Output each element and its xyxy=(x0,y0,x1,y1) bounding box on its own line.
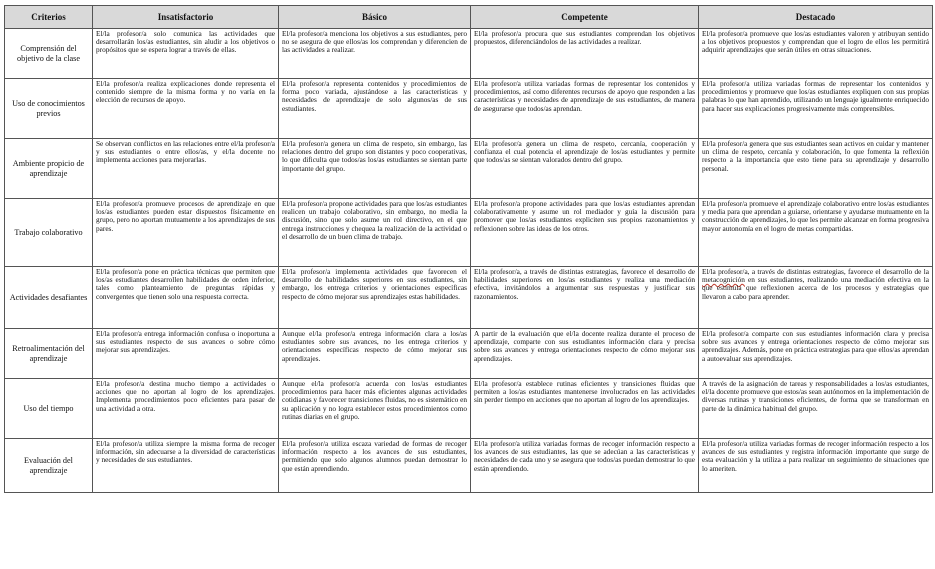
competente-cell: El/la profesor/a utiliza variadas formas de recoger información respecto a los avances de sus estudiantes, las que se adecúan a las características y necesidades de cada uno y se asegura que todos/as puedan demostrar lo que están aprendiendo. xyxy=(471,439,699,493)
basico-cell: El/la profesor/a utiliza escaza variedad de formas de recoger información respecto a los avances de sus estudiantes, permitiendo que solo algunos alumnos puedan demostrar lo que están aprendiendo. xyxy=(279,439,471,493)
table-row xyxy=(5,379,933,439)
destacado-cell: El/la profesor/a promueve que los/as estudiantes valoren y atribuyan sentido a los objetivos propuestos y comprendan que el logro de ellos les permitirá adquirir aprendizajes que serán útiles en otras situaciones. xyxy=(699,29,933,79)
basico-cell: El/la profesor/a representa contenidos y procedimientos de forma poco variada, ajustándose a las características y necesidades de aprendizaje de solo algunos/as de sus estudiantes. xyxy=(279,79,471,139)
basico-cell: El/la profesor/a propone actividades para que los/as estudiantes realicen un trabajo colaborativo, sin embargo, no media la discusión, sino que solo asume un rol directivo, en el que entrega instrucciones y chequea la realización de la actividad o el desarrollo de un buen clima de trabajo. xyxy=(279,199,471,267)
basico-cell: Aunque el/la profesor/a acuerda con los/as estudiantes procedimientos para hacer más eficientes algunas actividades cotidianas y favorecer transiciones fluidas, no es sistemático en su aplicación y no logra establecer estos procedimientos como rutinas diarias en el grupo. xyxy=(279,379,471,439)
insatisfactorio-cell: El/la profesor/a promueve procesos de aprendizaje en que los/as estudiantes pueden estar dispuestos físicamente en grupo, pero no aportan mutuamente a los aprendizajes de sus pares. xyxy=(93,199,279,267)
header-criterios: Criterios xyxy=(5,6,93,29)
header-destacado: Destacado xyxy=(699,6,933,29)
table-row xyxy=(5,439,933,493)
basico-cell: Aunque el/la profesor/a entrega información clara a los/as estudiantes sobre sus avances, no les entrega criterios y orientaciones específicas respecto de cómo mejorar sus aprendizajes. xyxy=(279,329,471,379)
table-row xyxy=(5,329,933,379)
criterion-cell: Retroalimentación del aprendizaje xyxy=(5,329,93,379)
competente-cell: El/la profesor/a establece rutinas eficientes y transiciones fluidas que permiten a los/as estudiantes mantenerse involucrados en las actividades sin perder tiempo en acciones que no aportan al logro de los aprendizajes. xyxy=(471,379,699,439)
criterion-cell: Trabajo colaborativo xyxy=(5,199,93,267)
destacado-cell: El/la profesor/a utiliza variadas formas de recoger información respecto a los avances de sus estudiantes y registra información importante que surge de esta evaluación y la utiliza a para realizar un seguimiento de situaciones que lo ameriten. xyxy=(699,439,933,493)
competente-cell: A partir de la evaluación que el/la docente realiza durante el proceso de aprendizaje, comparte con sus estudiantes información clara y precisa sobre sus avances y entrega orientaciones respecto de cómo mejorar sus aprendizajes. xyxy=(471,329,699,379)
header-insatisfactorio: Insatisfactorio xyxy=(93,6,279,29)
table-row xyxy=(5,79,933,139)
table-row xyxy=(5,29,933,79)
table-row xyxy=(5,139,933,199)
criterion-cell: Comprensión del objetivo de la clase xyxy=(5,29,93,79)
header-competente: Competente xyxy=(471,6,699,29)
destacado-text-start: El/la profesor/a, a través de distintas estrategias, favorece el desarrollo de la xyxy=(702,267,929,276)
destacado-cell: El/la profesor/a utiliza variadas formas de representar los contenidos y procedimientos y promueve que los/as estudiantes expliquen con sus propias palabras lo que han aprendido, utilizando un lenguaje igualmente enriquecido para hacer sus explicaciones progresivamente más comprensibles. xyxy=(699,79,933,139)
insatisfactorio-cell: Se observan conflictos en las relaciones entre el/la profesor/a y sus estudiantes o entre ellos/as, y el/la docente no implementa acciones para mejorarlas. xyxy=(93,139,279,199)
insatisfactorio-cell: El/la profesor/a entrega información confusa o inoportuna a sus estudiantes respecto de sus avances o sobre cómo mejorar sus aprendizajes. xyxy=(93,329,279,379)
spellcheck-word: metacognición xyxy=(702,275,745,285)
competente-cell: El/la profesor/a, a través de distintas estrategias, favorece el desarrollo de habilidades superiores en los/as estudiantes y realiza una mediación efectiva, invitándolos a argumentar sus respuestas y justificar sus razonamientos. xyxy=(471,267,699,329)
table-row xyxy=(5,267,933,329)
criterion-cell: Uso de conocimientos previos xyxy=(5,79,93,139)
insatisfactorio-cell: El/la profesor/a utiliza siempre la misma forma de recoger información, sin adecuarse a la diversidad de características y necesidades de sus estudiantes. xyxy=(93,439,279,493)
insatisfactorio-cell: El/la profesor/a solo comunica las actividades que desarrollarán los/as estudiantes, sin aludir a los objetivos o propósitos que se espera lograr a través de ellas. xyxy=(93,29,279,79)
basico-cell: El/la profesor/a implementa actividades que favorecen el desarrollo de habilidades superiores en sus estudiantes, sin embargo, los entrega criterios y orientaciones específicas respecto de cómo mejorar sus aprendizajes estas habilidades. xyxy=(279,267,471,329)
basico-cell: El/la profesor/a menciona los objetivos a sus estudiantes, pero no se asegura de que ellos/as los comprendan y diferencien de las actividades a realizar. xyxy=(279,29,471,79)
criterion-cell: Evaluación del aprendizaje xyxy=(5,439,93,493)
destacado-cell: A través de la asignación de tareas y responsabilidades a los/as estudiantes, el/la docente promueve que estos/as sean autónomos en la implementación de diversas rutinas y transiciones eficientes, de forma que se transforman en parte de la dinámica habitual del grupo. xyxy=(699,379,933,439)
basico-cell: El/la profesor/a genera un clima de respeto, sin embargo, las relaciones dentro del grupo son distantes y poco cooperativas, lo que dificulta que todos/as los/as estudiantes se sientan parte importante del grupo. xyxy=(279,139,471,199)
header-row xyxy=(5,6,933,29)
insatisfactorio-cell: El/la profesor/a destina mucho tiempo a actividades o acciones que no aportan al logro de los aprendizajes. Implementa procedimientos poco eficientes para pasar de una actividad a otra. xyxy=(93,379,279,439)
rubric-table xyxy=(4,5,933,493)
destacado-cell: El/la profesor/a promueve el aprendizaje colaborativo entre los/as estudiantes y media para que aprendan a guiarse, orientarse y ayudarse mutuamente en la construcción de aprendizajes, lo que les permite alcanzar en forma progresiva mayor autonomía en el logro de metas compartidas. xyxy=(699,199,933,267)
destacado-cell xyxy=(699,267,933,329)
competente-cell: El/la profesor/a procura que sus estudiantes comprendan los objetivos propuestos, diferenciándolos de las actividades a realizar. xyxy=(471,29,699,79)
insatisfactorio-cell: El/la profesor/a pone en práctica técnicas que permiten que los/as estudiantes desarrollen habilidades de orden inferior, tales como planteamiento de preguntas rápidas y convergentes que tienen solo una respuesta correcta. xyxy=(93,267,279,329)
criterion-cell: Ambiente propicio de aprendizaje xyxy=(5,139,93,199)
table-row xyxy=(5,199,933,267)
header-basico: Básico xyxy=(279,6,471,29)
destacado-text-end: en sus estudiantes, realizando una mediación efectiva en la que estimula que reflexionen acerca de los procesos y estrategias que llevaron a cabo para aprender. xyxy=(702,275,929,301)
criterion-cell: Actividades desafiantes xyxy=(5,267,93,329)
competente-cell: El/la profesor/a genera un clima de respeto, cercanía, cooperación y confianza el cual potencia el aprendizaje de los/as estudiantes y permite que todos/as se sientan valorados dentro del grupo. xyxy=(471,139,699,199)
insatisfactorio-cell: El/la profesor/a realiza explicaciones donde representa el contenido siempre de la misma forma y no varía en la elección de recursos de apoyo. xyxy=(93,79,279,139)
destacado-cell: El/la profesor/a genera que sus estudiantes sean activos en cuidar y mantener un clima de respeto, cercanía y colaboración, lo que fomenta la reflexión respecto a la importancia que esto tiene para su aprendizaje y desarrollo personal. xyxy=(699,139,933,199)
destacado-cell: El/la profesor/a comparte con sus estudiantes información clara y precisa sobre sus avances y entrega orientaciones respecto de cómo mejorar sus aprendizajes. Además, pone en práctica estrategias para que ellos/as aprendan a autoevaluar sus aprendizajes. xyxy=(699,329,933,379)
criterion-cell: Uso del tiempo xyxy=(5,379,93,439)
competente-cell: El/la profesor/a utiliza variadas formas de representar los contenidos y procedimientos, así como diferentes recursos de apoyo que responden a las características y necesidades de aprendizaje de sus estudiantes, de manera de asegurarse que todos/as aprendan. xyxy=(471,79,699,139)
competente-cell: El/la profesor/a propone actividades para que los/as estudiantes aprendan colaborativamente y asume un rol mediador y guía la discusión para promover que los/as estudiantes expliciten sus propios razonamientos y reflexionen sobre las ideas de los otros. xyxy=(471,199,699,267)
